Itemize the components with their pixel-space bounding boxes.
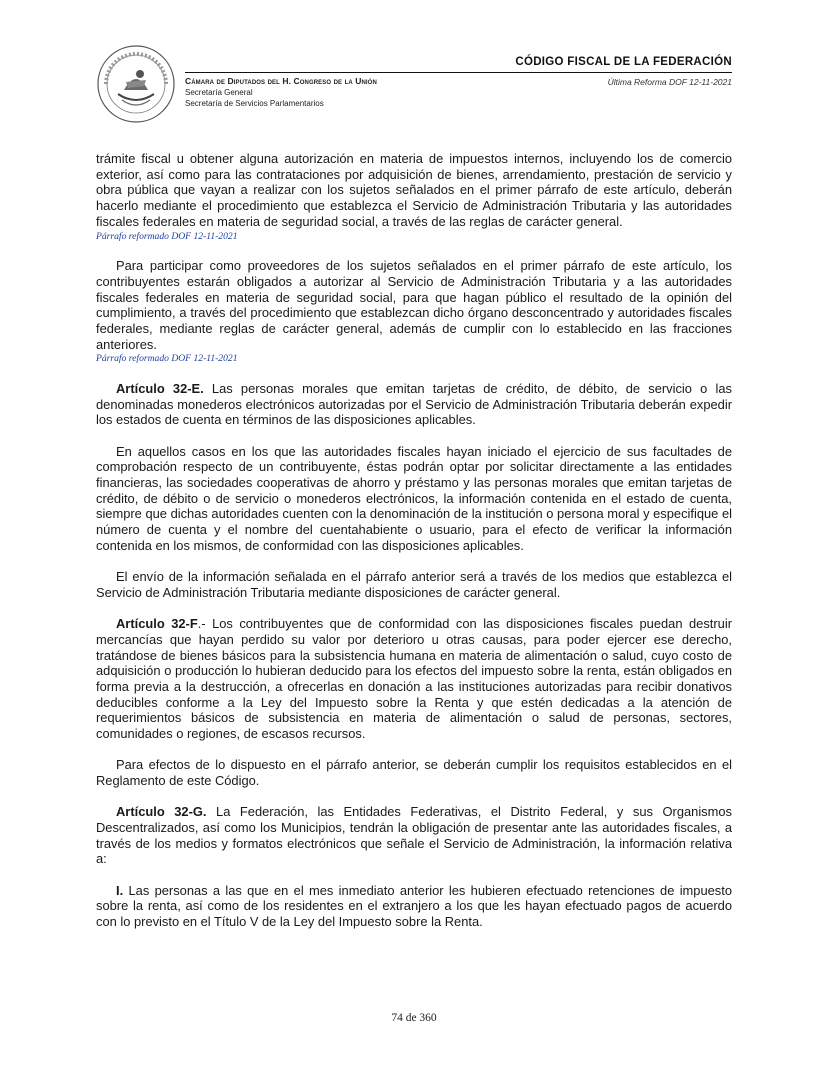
article-label: Artículo 32-F	[116, 616, 198, 632]
fraction-i	[96, 883, 732, 930]
page-number: 74 de 360	[391, 1012, 437, 1024]
article-text: La Federación, las Entidades Federativas, el Distrito Federal, y sus Organismos Descentralizados, así como los Municipios, tendrán la obligación de presentar ante las autoridades fiscales, a través de los medios y formatos electrónicos que señale el Servicio de Administración, la información relativa a:	[96, 804, 732, 867]
article-32g	[96, 804, 732, 867]
reform-note: Párrafo reformado DOF 12-11-2021	[96, 353, 238, 365]
reform-note: Párrafo reformado DOF 12-11-2021	[96, 230, 238, 242]
paragraph: Para participar como proveedores de los sujetos señalados en el primer párrafo de este artículo, los contribuyentes estarán obligados a autorizar al Servicio de Administración Tributaria y a las autoridades fiscales federales en materia de seguridad social, para que hagan público el resultado de la opinión del cumplimiento, a través del procedimiento que establezcan dicho órgano desconcentrado y autoridades fiscales federales, mediante reglas de carácter general, además de cumplir con lo establecido en las fracciones anteriores.	[96, 258, 732, 352]
paragraph: El envío de la información señalada en el párrafo anterior será a través de los medios que establezca el Servicio de Administración Tributaria mediante disposiciones de carácter general.	[96, 569, 732, 600]
fraction-label: I.	[116, 882, 124, 898]
header-institution-block	[185, 76, 377, 109]
paragraph: trámite fiscal u obtener alguna autorización en materia de impuestos internos, incluyendo los de comercio exterior, así como para las contrataciones por adquisición de bienes, arrendamiento, prestación de servicio y obra pública que vayan a realizar con los sujetos señalados en el primer párrafo de este artículo, deberán hacerlo mediante el procedimiento que establezca el Servicio de Administración Tributaria y las autoridades fiscales federales en materia de seguridad social, a través de las reglas de carácter general.	[96, 151, 732, 229]
last-reform-date: Última Reforma DOF 12-11-2021	[607, 77, 732, 87]
department-parliamentary: Secretaría de Servicios Parlamentarios	[185, 99, 324, 108]
document-title: CÓDIGO FISCAL DE LA FEDERACIÓN	[515, 56, 732, 68]
article-label: Artículo 32-E.	[116, 380, 204, 396]
fraction-text: Las personas a las que en el mes inmediato anterior les hubieren efectuado retenciones de impuesto sobre la renta, así como de los residentes en el extranjero a los que les hayan efectuado pagos de acuerdo con lo previsto en el Título V de la Ley del Impuesto sobre la Renta.	[96, 882, 732, 930]
article-text: .- Los contribuyentes que de conformidad con las disposiciones fiscales puedan destruir mercancías que hayan perdido su valor por deterioro u otras causas, para poder ejercer ese derecho, tratándose de bienes básicos para la subsistencia humana en materia de alimentación o salud, cuyo costo de adquisición o producción lo hubieran deducido para los efectos del impuesto sobre la renta, están obligados en forma previa a la destrucción, a ofrecerlas en donación a las instituciones autorizadas para recibir donativos deducibles conforme a la Ley del Impuesto sobre la Renta y que estén dedicadas a la atención de requerimientos básicos de subsistencia en materia de alimentación o salud de personas, sectores, comunidades o regiones, de escasos recursos.	[96, 616, 732, 742]
header-divider	[185, 72, 732, 73]
article-label: Artículo 32-G.	[116, 804, 207, 820]
paragraph: Para efectos de lo dispuesto en el párrafo anterior, se deberán cumplir los requisitos establecidos en el Reglamento de este Código.	[96, 757, 732, 789]
document-body	[96, 151, 732, 930]
article-32f	[96, 616, 732, 742]
article-32e	[96, 381, 732, 428]
article-text: Las personas morales que emitan tarjetas de crédito, de débito, de servicio o las denominadas monederos electrónicos autorizadas por el Servicio de Administración Tributaria deberán expedir los estados de cuenta en términos de las disposiciones aplicables.	[96, 380, 732, 428]
institution-name: Cámara de Diputados del H. Congreso de la Unión	[185, 76, 377, 86]
coat-of-arms-seal-icon	[96, 44, 176, 124]
paragraph: En aquellos casos en los que las autoridades fiscales hayan iniciado el ejercicio de sus facultades de comprobación respecto de un contribuyente, éstas podrán optar por solicitar directamente a las entidades financieras, las sociedades cooperativas de ahorro y préstamo y las personas morales que emitan tarjetas de crédito, de débito o de servicio o monederos electrónicos, la información contenida en el estado de cuenta, siempre que dichas autoridades cuenten con la denominación de la institución o persona moral y especifique el número de cuenta y el nombre del cuentahabiente o usuario, para el efecto de verificar la información contenida en los mismos, de conformidad con las disposiciones aplicables.	[96, 443, 732, 553]
department-general: Secretaría General	[185, 88, 253, 97]
